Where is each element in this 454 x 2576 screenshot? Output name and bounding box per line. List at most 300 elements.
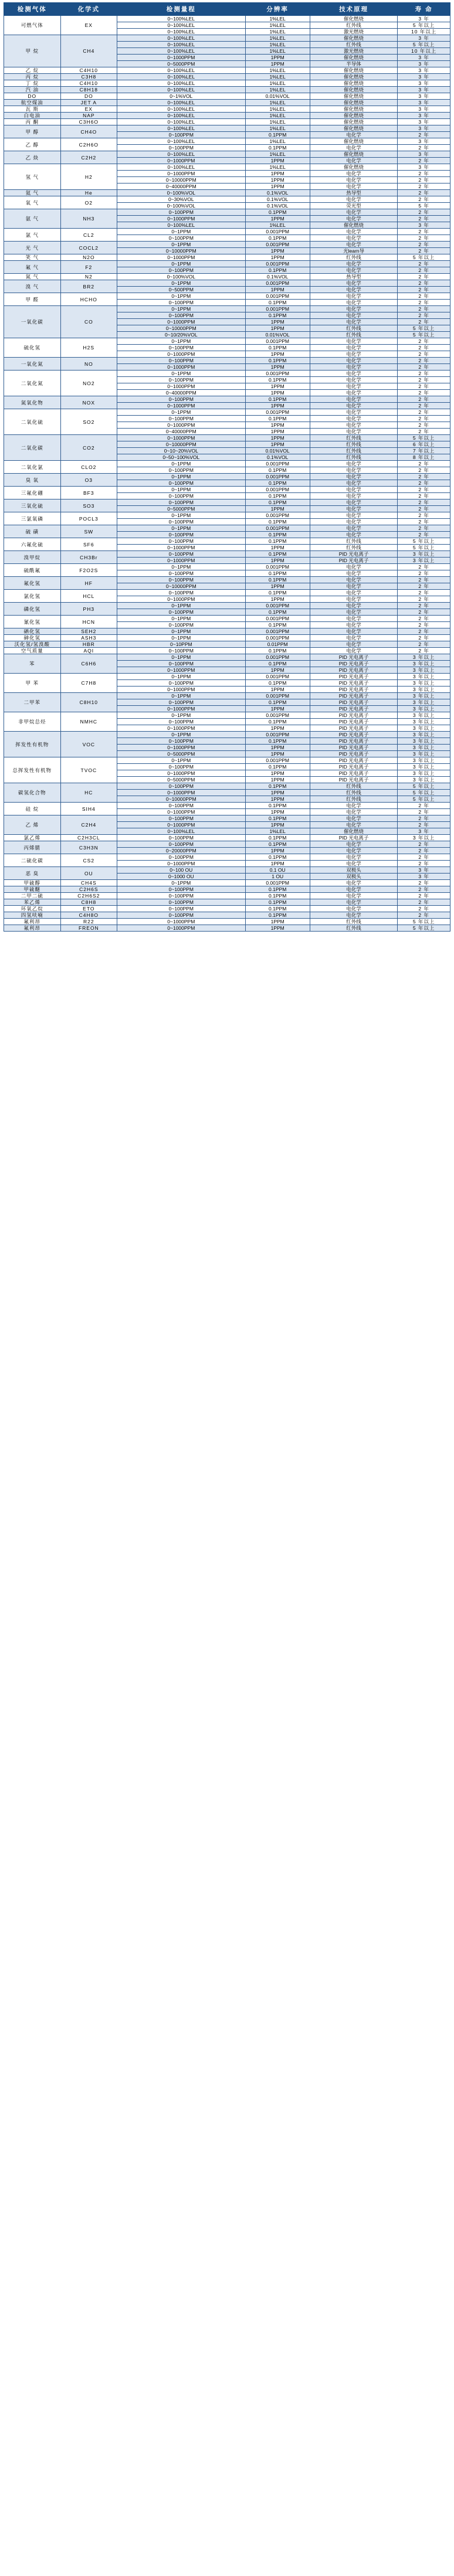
cell-range: 0~10000PPM <box>117 796 245 803</box>
cell-range: 0~1PPM <box>117 635 245 641</box>
cell-lifetime: 2 年 <box>398 841 450 848</box>
cell-technology: 电化学 <box>310 364 397 371</box>
cell-resolution: 1PPM <box>245 558 310 564</box>
cell-resolution: 1PPM <box>245 777 310 783</box>
cell-technology: 电化学 <box>310 854 397 861</box>
cell-gas: 磷化氢 <box>4 603 61 616</box>
cell-range: 0~100PPM <box>117 577 245 583</box>
cell-resolution: 0.001PPM <box>245 261 310 267</box>
cell-formula: CO <box>60 306 117 338</box>
cell-technology: 电化学 <box>310 429 397 435</box>
cell-range: 0~100 OU <box>117 867 245 874</box>
cell-lifetime: 2 年 <box>398 383 450 390</box>
cell-resolution: 0.1PPM <box>245 835 310 841</box>
cell-technology: 电化学 <box>310 267 397 274</box>
cell-formula: PH3 <box>60 603 117 616</box>
cell-gas: 三氟化硼 <box>4 487 61 499</box>
cell-lifetime: 3 年以上 <box>398 719 450 725</box>
cell-lifetime: 2 年 <box>398 409 450 416</box>
cell-range: 0~1PPM <box>117 512 245 519</box>
cell-formula: VOC <box>60 732 117 757</box>
cell-gas: 一氧化碳 <box>4 306 61 338</box>
cell-range: 0~1PPM <box>117 616 245 622</box>
cell-technology: 红外线 <box>310 919 397 925</box>
table-row <box>4 893 450 899</box>
cell-lifetime: 3 年以上 <box>398 687 450 693</box>
cell-range: 0~100PPM <box>117 886 245 893</box>
cell-resolution: 1PPM <box>245 319 310 325</box>
cell-range: 0~100PPM <box>117 519 245 525</box>
cell-technology: 催化燃烧 <box>310 67 397 74</box>
cell-technology: 催化燃烧 <box>310 106 397 113</box>
table-row <box>4 274 450 280</box>
cell-range: 0~100PPM <box>117 719 245 725</box>
cell-resolution: 0.001PPM <box>245 693 310 699</box>
cell-resolution: 1%LEL <box>245 67 310 74</box>
cell-resolution: 0.001PPM <box>245 635 310 641</box>
cell-technology: PID 光电离子 <box>310 719 397 725</box>
cell-range: 0~1PPM <box>117 628 245 635</box>
cell-range: 0~1000PPM <box>117 55 245 61</box>
cell-resolution: 1PPM <box>245 183 310 190</box>
table-row <box>4 641 450 648</box>
table-row <box>4 674 450 680</box>
cell-formula: CS2 <box>60 854 117 867</box>
cell-lifetime: 5 年以上 <box>398 919 450 925</box>
cell-formula: N2 <box>60 274 117 280</box>
table-row <box>4 338 450 345</box>
cell-lifetime: 2 年 <box>398 300 450 306</box>
cell-resolution: 0.1PPM <box>245 899 310 906</box>
cell-range: 0~100%LEL <box>117 151 245 158</box>
cell-technology: 电化学 <box>310 312 397 319</box>
table-row <box>4 616 450 622</box>
cell-technology: 催化燃烧 <box>310 151 397 158</box>
table-row <box>4 396 450 403</box>
cell-resolution: 0.1PPM <box>245 912 310 919</box>
cell-technology: PID 光电离子 <box>310 551 397 558</box>
cell-range: 0~100%LEL <box>117 138 245 145</box>
cell-formula: HBR <box>60 641 117 648</box>
cell-resolution: 0.001PPM <box>245 712 310 719</box>
cell-gas: 恶 臭 <box>4 867 61 880</box>
cell-resolution: 0.01%VOL <box>245 93 310 100</box>
cell-resolution: 0.1PPM <box>245 377 310 383</box>
cell-range: 0~1000PPM <box>117 403 245 409</box>
cell-technology: 电化学 <box>310 609 397 616</box>
table-row <box>4 757 450 764</box>
cell-lifetime: 3 年 <box>398 222 450 229</box>
cell-resolution: 1%LEL <box>245 164 310 171</box>
cell-gas: 苯 <box>4 654 61 674</box>
table-row <box>4 525 450 532</box>
cell-formula: CO2 <box>60 435 117 461</box>
cell-technology: 电化学 <box>310 390 397 396</box>
cell-lifetime: 2 年 <box>398 422 450 429</box>
cell-lifetime: 2 年 <box>398 467 450 474</box>
cell-resolution: 0.001PPM <box>245 654 310 661</box>
cell-technology: 电化学 <box>310 358 397 364</box>
cell-technology: 电化学 <box>310 145 397 151</box>
cell-lifetime: 3 年 <box>398 106 450 113</box>
cell-resolution: 1PPM <box>245 925 310 932</box>
cell-lifetime: 3 年 <box>398 93 450 100</box>
cell-formula: EX <box>60 16 117 35</box>
cell-technology: 电化学 <box>310 880 397 886</box>
cell-range: 0~1000PPM <box>117 383 245 390</box>
cell-technology: 电化学 <box>310 196 397 203</box>
cell-formula: CH4S <box>60 880 117 886</box>
cell-resolution: 0.001PPM <box>245 628 310 635</box>
cell-lifetime: 2 年 <box>398 171 450 177</box>
cell-technology: 电化学 <box>310 287 397 293</box>
cell-lifetime: 2 年 <box>398 338 450 345</box>
cell-range: 0~100%LEL <box>117 80 245 87</box>
cell-resolution: 0.1PPM <box>245 358 310 364</box>
cell-range: 0~100PPM <box>117 738 245 745</box>
column-header-technology: 技术原理 <box>310 3 397 16</box>
cell-technology: 电化学 <box>310 480 397 487</box>
cell-resolution: 1PPM <box>245 667 310 674</box>
cell-lifetime: 2 年 <box>398 525 450 532</box>
cell-technology: 电化学 <box>310 467 397 474</box>
cell-lifetime: 3 年以上 <box>398 725 450 732</box>
cell-resolution: 0.1PPM <box>245 493 310 499</box>
cell-gas: 氮 气 <box>4 274 61 280</box>
cell-gas: 氟化氢 <box>4 577 61 590</box>
cell-formula: CH4 <box>60 35 117 67</box>
cell-lifetime: 2 年 <box>398 899 450 906</box>
cell-resolution: 0.001PPM <box>245 564 310 570</box>
cell-lifetime: 2 年 <box>398 635 450 641</box>
cell-resolution: 1PPM <box>245 351 310 358</box>
cell-range: 0~1000PPM <box>117 919 245 925</box>
cell-range: 0~100PPM <box>117 480 245 487</box>
cell-lifetime: 3 年以上 <box>398 551 450 558</box>
cell-lifetime: 2 年 <box>398 306 450 312</box>
cell-range: 0~1000PPM <box>117 545 245 551</box>
cell-range: 0~100PPM <box>117 622 245 628</box>
cell-resolution: 0.1PPM <box>245 906 310 912</box>
cell-range: 0~100%LEL <box>117 67 245 74</box>
cell-gas: 溴甲烷 <box>4 551 61 564</box>
table-row <box>4 906 450 912</box>
cell-gas: 乙 炔 <box>4 151 61 164</box>
cell-technology: 催化燃烧 <box>310 138 397 145</box>
cell-gas: 氯化氢 <box>4 590 61 603</box>
table-row <box>4 196 450 203</box>
cell-formula: C2H6S2 <box>60 893 117 899</box>
cell-range: 0~1PPM <box>117 280 245 287</box>
cell-technology: 电化学 <box>310 403 397 409</box>
cell-resolution: 0.1PPM <box>245 609 310 616</box>
cell-formula: CL2 <box>60 229 117 242</box>
cell-lifetime: 2 年 <box>398 416 450 422</box>
cell-gas: 苯乙烯 <box>4 899 61 906</box>
cell-technology: 红外线 <box>310 545 397 551</box>
cell-technology: PID 光电离子 <box>310 680 397 687</box>
cell-resolution: 1PPM <box>245 706 310 712</box>
cell-gas: 甲 烷 <box>4 35 61 67</box>
cell-resolution: 0.1PPM <box>245 235 310 242</box>
cell-gas: 汽 油 <box>4 87 61 93</box>
cell-resolution: 1PPM <box>245 216 310 222</box>
cell-technology: 催化燃烧 <box>310 828 397 835</box>
table-row <box>4 254 450 261</box>
cell-lifetime: 5 年以上 <box>398 435 450 441</box>
cell-range: 0~100%LEL <box>117 48 245 55</box>
cell-gas: 二氧化氯 <box>4 461 61 474</box>
cell-range: 0~100%LEL <box>117 16 245 22</box>
cell-resolution: 0.1PPM <box>245 480 310 487</box>
cell-formula: C8H18 <box>60 87 117 93</box>
cell-resolution: 0.1PPM <box>245 699 310 706</box>
cell-formula: R22 <box>60 919 117 925</box>
table-row <box>4 803 450 809</box>
cell-lifetime: 2 年 <box>398 358 450 364</box>
cell-lifetime: 2 年 <box>398 583 450 590</box>
cell-resolution: 1PPM <box>245 687 310 693</box>
cell-technology: 电化学 <box>310 487 397 493</box>
cell-lifetime: 2 年 <box>398 390 450 396</box>
cell-technology: 催化燃烧 <box>310 80 397 87</box>
cell-range: 0~100PPM <box>117 680 245 687</box>
table-row <box>4 880 450 886</box>
cell-range: 0~100PPM <box>117 648 245 654</box>
cell-resolution: 1PPM <box>245 61 310 67</box>
cell-gas: 甲 苯 <box>4 674 61 693</box>
cell-gas: 甲 醇 <box>4 125 61 138</box>
cell-formula: HCL <box>60 590 117 603</box>
cell-technology: 电化学 <box>310 319 397 325</box>
cell-formula: C3H3N <box>60 841 117 854</box>
cell-gas: 溴 气 <box>4 280 61 293</box>
cell-technology: 电化学 <box>310 338 397 345</box>
cell-lifetime: 8 年以上 <box>398 454 450 461</box>
cell-technology: PID 光电离子 <box>310 745 397 751</box>
cell-technology: 电化学 <box>310 493 397 499</box>
cell-lifetime: 2 年 <box>398 371 450 377</box>
cell-range: 0~1000PPM <box>117 364 245 371</box>
cell-lifetime: 3 年以上 <box>398 706 450 712</box>
cell-range: 0~100%LEL <box>117 828 245 835</box>
cell-technology: 电化学 <box>310 899 397 906</box>
cell-lifetime: 2 年 <box>398 287 450 293</box>
cell-resolution: 1%LEL <box>245 138 310 145</box>
cell-resolution: 1%LEL <box>245 35 310 42</box>
cell-resolution: 1%LEL <box>245 29 310 35</box>
cell-technology: 红外线 <box>310 332 397 338</box>
column-header-lifetime: 寿 命 <box>398 3 450 16</box>
cell-range: 0~500PPM <box>117 287 245 293</box>
cell-resolution: 1%LEL <box>245 151 310 158</box>
table-row <box>4 628 450 635</box>
cell-range: 0~100PPM <box>117 377 245 383</box>
cell-lifetime: 5 年以上 <box>398 545 450 551</box>
cell-lifetime: 2 年 <box>398 609 450 616</box>
cell-resolution: 1%LEL <box>245 113 310 119</box>
cell-technology: 电化学 <box>310 209 397 216</box>
gas-spec-table <box>4 2 450 932</box>
cell-lifetime: 2 年 <box>398 506 450 512</box>
cell-lifetime: 2 年 <box>398 293 450 300</box>
cell-lifetime: 3 年 <box>398 16 450 22</box>
cell-technology: 电化学 <box>310 628 397 635</box>
cell-lifetime: 3 年 <box>398 867 450 874</box>
cell-lifetime: 3 年 <box>398 828 450 835</box>
cell-resolution: 1PPM <box>245 422 310 429</box>
cell-lifetime: 2 年 <box>398 351 450 358</box>
cell-resolution: 1%LEL <box>245 80 310 87</box>
cell-formula: TVOC <box>60 757 117 783</box>
cell-technology: 电化学 <box>310 383 397 390</box>
column-header-gas: 检测气体 <box>4 3 61 16</box>
cell-technology: 红外线 <box>310 538 397 545</box>
cell-lifetime: 5 年以上 <box>398 796 450 803</box>
cell-gas: 甲硫醇 <box>4 880 61 886</box>
table-row <box>4 919 450 925</box>
cell-technology: 电化学 <box>310 474 397 480</box>
table-row <box>4 867 450 874</box>
cell-technology: 红外线 <box>310 454 397 461</box>
cell-technology: 电化学 <box>310 577 397 583</box>
cell-technology: 电化学 <box>310 216 397 222</box>
cell-resolution: 0.1PPM <box>245 854 310 861</box>
cell-technology: 电化学 <box>310 848 397 854</box>
cell-resolution: 0.001PPM <box>245 732 310 738</box>
cell-range: 0~100PPM <box>117 815 245 822</box>
cell-gas: 四氢呋喃 <box>4 912 61 919</box>
cell-resolution: 0.1%VOL <box>245 190 310 196</box>
cell-resolution: 0.1PPM <box>245 893 310 899</box>
cell-resolution: 1PPM <box>245 364 310 371</box>
cell-resolution: 1PPM <box>245 177 310 183</box>
cell-technology: PID 光电离子 <box>310 558 397 564</box>
cell-lifetime: 3 年以上 <box>398 732 450 738</box>
cell-range: 0~1000PPM <box>117 790 245 796</box>
cell-lifetime: 2 年 <box>398 577 450 583</box>
cell-resolution: 0.1PPM <box>245 396 310 403</box>
cell-gas: 航空煤油 <box>4 100 61 106</box>
cell-resolution: 0.1PPM <box>245 815 310 822</box>
cell-range: 0~10000PPM <box>117 177 245 183</box>
cell-range: 0~100%LEL <box>117 74 245 80</box>
cell-range: 0~100PPM <box>117 699 245 706</box>
cell-technology: 光learn导 <box>310 248 397 254</box>
cell-lifetime: 3 年以上 <box>398 661 450 667</box>
cell-resolution: 0.001PPM <box>245 674 310 680</box>
cell-technology: 电化学 <box>310 603 397 609</box>
cell-formula: C6H6 <box>60 654 117 674</box>
cell-range: 0~1PPM <box>117 757 245 764</box>
cell-resolution: 0.1%VOL <box>245 196 310 203</box>
cell-technology: PID 光电离子 <box>310 777 397 783</box>
cell-resolution: 0.1PPM <box>245 345 310 351</box>
table-row <box>4 912 450 919</box>
cell-gas: 六氟化硫 <box>4 538 61 551</box>
cell-technology: 双极头 <box>310 874 397 880</box>
cell-resolution: 1%LEL <box>245 100 310 106</box>
cell-formula: C3H8 <box>60 74 117 80</box>
cell-resolution: 0.01%VOL <box>245 332 310 338</box>
cell-range: 0~100PPM <box>117 499 245 506</box>
cell-lifetime: 2 年 <box>398 364 450 371</box>
cell-resolution: 1PPM <box>245 770 310 777</box>
cell-range: 0~30%VOL <box>117 196 245 203</box>
cell-resolution: 0.1%VOL <box>245 203 310 209</box>
cell-gas: 非甲烷总烃 <box>4 712 61 732</box>
cell-range: 0~10000PPM <box>117 583 245 590</box>
cell-range: 0~1000PPM <box>117 822 245 828</box>
cell-range: 0~1%VOL <box>117 93 245 100</box>
cell-technology: PID 光电离子 <box>310 654 397 661</box>
gas-detection-spec-sheet <box>0 0 454 936</box>
cell-gas: 总挥发性有机物 <box>4 757 61 783</box>
cell-range: 0~1PPM <box>117 474 245 480</box>
cell-lifetime: 5 年以上 <box>398 325 450 332</box>
cell-resolution: 0.01%VOL <box>245 448 310 454</box>
cell-range: 0~100%VOL <box>117 190 245 196</box>
cell-lifetime: 2 年 <box>398 603 450 609</box>
cell-lifetime: 5 年以上 <box>398 538 450 545</box>
cell-resolution: 1PPM <box>245 383 310 390</box>
cell-lifetime: 2 年 <box>398 648 450 654</box>
cell-range: 0~5000PPM <box>117 777 245 783</box>
table-row <box>4 487 450 493</box>
cell-range: 0~5000PPM <box>117 751 245 757</box>
cell-resolution: 0.1PPM <box>245 622 310 628</box>
cell-resolution: 1PPM <box>245 751 310 757</box>
cell-technology: PID 光电离子 <box>310 732 397 738</box>
table-row <box>4 125 450 132</box>
table-row <box>4 293 450 300</box>
cell-resolution: 1PPM <box>245 429 310 435</box>
cell-technology: 电化学 <box>310 396 397 403</box>
cell-range: 0~1000PPM <box>117 216 245 222</box>
cell-formula: N2O <box>60 254 117 261</box>
cell-resolution: 0.1PPM <box>245 803 310 809</box>
cell-formula: NMHC <box>60 712 117 732</box>
cell-lifetime: 3 年 <box>398 61 450 67</box>
cell-lifetime: 2 年 <box>398 570 450 577</box>
cell-range: 0~1PPM <box>117 293 245 300</box>
cell-gas: 砷化氢 <box>4 635 61 641</box>
cell-formula: C4H10 <box>60 67 117 74</box>
cell-range: 0~1000PPM <box>117 422 245 429</box>
cell-resolution: 1%LEL <box>245 828 310 835</box>
cell-formula: CH3Br <box>60 551 117 564</box>
cell-technology: 电化学 <box>310 416 397 422</box>
cell-formula: DO <box>60 93 117 100</box>
cell-range: 0~10000PPM <box>117 441 245 448</box>
cell-formula: EX <box>60 106 117 113</box>
cell-technology: 电化学 <box>310 525 397 532</box>
cell-lifetime: 3 年 <box>398 87 450 93</box>
cell-formula: BF3 <box>60 487 117 499</box>
cell-gas: 氮氧化物 <box>4 396 61 409</box>
cell-formula: POCL3 <box>60 512 117 525</box>
table-row <box>4 151 450 158</box>
table-row <box>4 16 450 22</box>
cell-technology: 电化学 <box>310 158 397 164</box>
cell-technology: 红外线 <box>310 325 397 332</box>
cell-formula: FREON <box>60 925 117 932</box>
cell-gas: 硫酰氟 <box>4 564 61 577</box>
cell-technology: 电化学 <box>310 409 397 416</box>
table-header-row <box>4 3 450 16</box>
table-row <box>4 783 450 790</box>
cell-formula: SEH2 <box>60 628 117 635</box>
